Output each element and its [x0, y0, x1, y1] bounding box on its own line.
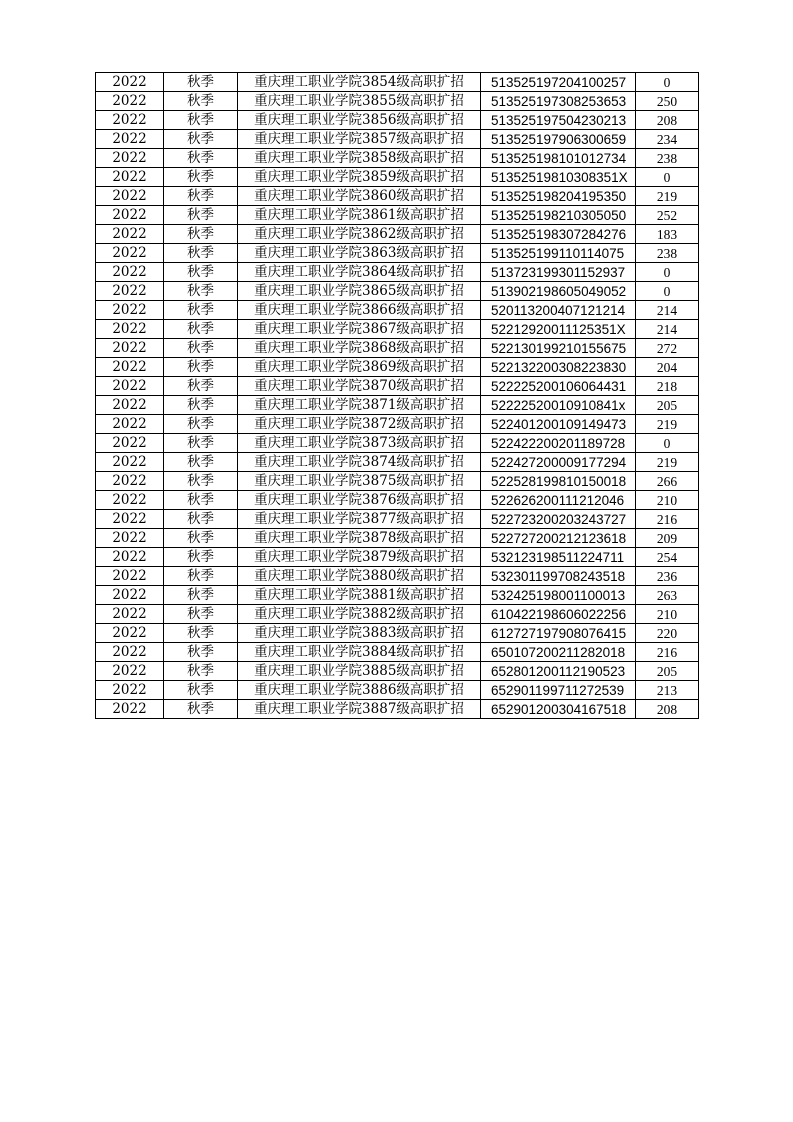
year-cell: 2022 — [96, 320, 164, 339]
id-number-cell: 522723200203243727 — [481, 510, 636, 529]
year-cell: 2022 — [96, 377, 164, 396]
class-name-cell: 重庆理工职业学院3879级高职扩招 — [238, 548, 481, 567]
score-cell: 252 — [636, 206, 699, 225]
year-cell: 2022 — [96, 339, 164, 358]
year-cell: 2022 — [96, 472, 164, 491]
table-row — [96, 282, 699, 301]
table-row — [96, 662, 699, 681]
season-cell: 秋季 — [164, 643, 238, 662]
season-cell: 秋季 — [164, 396, 238, 415]
table-row — [96, 434, 699, 453]
records-table — [95, 72, 699, 719]
year-cell: 2022 — [96, 643, 164, 662]
table-row — [96, 548, 699, 567]
year-cell: 2022 — [96, 130, 164, 149]
class-name-cell: 重庆理工职业学院3874级高职扩招 — [238, 453, 481, 472]
table-row — [96, 453, 699, 472]
season-cell: 秋季 — [164, 358, 238, 377]
id-number-cell: 612727197908076415 — [481, 624, 636, 643]
season-cell: 秋季 — [164, 491, 238, 510]
score-cell: 183 — [636, 225, 699, 244]
id-number-cell: 522427200009177294 — [481, 453, 636, 472]
score-cell: 210 — [636, 491, 699, 510]
score-cell: 220 — [636, 624, 699, 643]
class-name-cell: 重庆理工职业学院3873级高职扩招 — [238, 434, 481, 453]
id-number-cell: 520113200407121214 — [481, 301, 636, 320]
table-row — [96, 586, 699, 605]
table-row — [96, 415, 699, 434]
season-cell: 秋季 — [164, 339, 238, 358]
id-number-cell: 532123198511224711 — [481, 548, 636, 567]
class-name-cell: 重庆理工职业学院3887级高职扩招 — [238, 700, 481, 719]
year-cell: 2022 — [96, 605, 164, 624]
table-row — [96, 301, 699, 320]
score-cell: 204 — [636, 358, 699, 377]
class-name-cell: 重庆理工职业学院3868级高职扩招 — [238, 339, 481, 358]
id-number-cell: 522727200212123618 — [481, 529, 636, 548]
table-row — [96, 149, 699, 168]
season-cell: 秋季 — [164, 244, 238, 263]
id-number-cell: 652901199711272539 — [481, 681, 636, 700]
score-cell: 210 — [636, 605, 699, 624]
score-cell: 0 — [636, 434, 699, 453]
class-name-cell: 重庆理工职业学院3857级高职扩招 — [238, 130, 481, 149]
id-number-cell: 513525198307284276 — [481, 225, 636, 244]
season-cell: 秋季 — [164, 529, 238, 548]
id-number-cell: 522225200106064431 — [481, 377, 636, 396]
year-cell: 2022 — [96, 453, 164, 472]
table-row — [96, 206, 699, 225]
score-cell: 0 — [636, 168, 699, 187]
season-cell: 秋季 — [164, 434, 238, 453]
class-name-cell: 重庆理工职业学院3870级高职扩招 — [238, 377, 481, 396]
year-cell: 2022 — [96, 586, 164, 605]
table-row — [96, 339, 699, 358]
season-cell: 秋季 — [164, 168, 238, 187]
id-number-cell: 610422198606022256 — [481, 605, 636, 624]
table-row — [96, 396, 699, 415]
score-cell: 236 — [636, 567, 699, 586]
class-name-cell: 重庆理工职业学院3877级高职扩招 — [238, 510, 481, 529]
season-cell: 秋季 — [164, 301, 238, 320]
id-number-cell: 513902198605049052 — [481, 282, 636, 301]
score-cell: 208 — [636, 111, 699, 130]
season-cell: 秋季 — [164, 111, 238, 130]
table-row — [96, 111, 699, 130]
season-cell: 秋季 — [164, 320, 238, 339]
score-cell: 205 — [636, 662, 699, 681]
score-cell: 216 — [636, 510, 699, 529]
score-cell: 0 — [636, 282, 699, 301]
class-name-cell: 重庆理工职业学院3864级高职扩招 — [238, 263, 481, 282]
table-row — [96, 681, 699, 700]
score-cell: 216 — [636, 643, 699, 662]
year-cell: 2022 — [96, 700, 164, 719]
season-cell: 秋季 — [164, 415, 238, 434]
year-cell: 2022 — [96, 396, 164, 415]
class-name-cell: 重庆理工职业学院3886级高职扩招 — [238, 681, 481, 700]
year-cell: 2022 — [96, 92, 164, 111]
score-cell: 205 — [636, 396, 699, 415]
id-number-cell: 513525198204195350 — [481, 187, 636, 206]
score-cell: 263 — [636, 586, 699, 605]
table-row — [96, 225, 699, 244]
year-cell: 2022 — [96, 263, 164, 282]
score-cell: 250 — [636, 92, 699, 111]
year-cell: 2022 — [96, 73, 164, 92]
score-cell: 234 — [636, 130, 699, 149]
season-cell: 秋季 — [164, 472, 238, 491]
id-number-cell: 652801200112190523 — [481, 662, 636, 681]
year-cell: 2022 — [96, 567, 164, 586]
score-cell: 213 — [636, 681, 699, 700]
class-name-cell: 重庆理工职业学院3872级高职扩招 — [238, 415, 481, 434]
table-row — [96, 624, 699, 643]
season-cell: 秋季 — [164, 548, 238, 567]
season-cell: 秋季 — [164, 662, 238, 681]
year-cell: 2022 — [96, 244, 164, 263]
id-number-cell: 650107200211282018 — [481, 643, 636, 662]
score-cell: 219 — [636, 415, 699, 434]
class-name-cell: 重庆理工职业学院3858级高职扩招 — [238, 149, 481, 168]
year-cell: 2022 — [96, 301, 164, 320]
records-table-body — [96, 73, 699, 719]
score-cell: 214 — [636, 301, 699, 320]
season-cell: 秋季 — [164, 453, 238, 472]
table-row — [96, 263, 699, 282]
year-cell: 2022 — [96, 187, 164, 206]
season-cell: 秋季 — [164, 263, 238, 282]
year-cell: 2022 — [96, 111, 164, 130]
season-cell: 秋季 — [164, 73, 238, 92]
score-cell: 238 — [636, 244, 699, 263]
class-name-cell: 重庆理工职业学院3878级高职扩招 — [238, 529, 481, 548]
table-row — [96, 92, 699, 111]
class-name-cell: 重庆理工职业学院3875级高职扩招 — [238, 472, 481, 491]
id-number-cell: 513525198210305050 — [481, 206, 636, 225]
class-name-cell: 重庆理工职业学院3871级高职扩招 — [238, 396, 481, 415]
table-row — [96, 472, 699, 491]
year-cell: 2022 — [96, 415, 164, 434]
id-number-cell: 522528199810150018 — [481, 472, 636, 491]
season-cell: 秋季 — [164, 586, 238, 605]
year-cell: 2022 — [96, 681, 164, 700]
season-cell: 秋季 — [164, 510, 238, 529]
year-cell: 2022 — [96, 149, 164, 168]
table-row — [96, 643, 699, 662]
year-cell: 2022 — [96, 282, 164, 301]
table-row — [96, 168, 699, 187]
id-number-cell: 522130199210155675 — [481, 339, 636, 358]
id-number-cell: 522422200201189728 — [481, 434, 636, 453]
score-cell: 266 — [636, 472, 699, 491]
year-cell: 2022 — [96, 529, 164, 548]
id-number-cell: 513723199301152937 — [481, 263, 636, 282]
season-cell: 秋季 — [164, 567, 238, 586]
season-cell: 秋季 — [164, 377, 238, 396]
season-cell: 秋季 — [164, 282, 238, 301]
score-cell: 272 — [636, 339, 699, 358]
season-cell: 秋季 — [164, 206, 238, 225]
class-name-cell: 重庆理工职业学院3869级高职扩招 — [238, 358, 481, 377]
score-cell: 219 — [636, 187, 699, 206]
table-row — [96, 605, 699, 624]
id-number-cell: 52222520010910841x — [481, 396, 636, 415]
year-cell: 2022 — [96, 434, 164, 453]
id-number-cell: 532425198001100013 — [481, 586, 636, 605]
year-cell: 2022 — [96, 358, 164, 377]
class-name-cell: 重庆理工职业学院3859级高职扩招 — [238, 168, 481, 187]
season-cell: 秋季 — [164, 149, 238, 168]
class-name-cell: 重庆理工职业学院3861级高职扩招 — [238, 206, 481, 225]
class-name-cell: 重庆理工职业学院3876级高职扩招 — [238, 491, 481, 510]
id-number-cell: 513525197906300659 — [481, 130, 636, 149]
year-cell: 2022 — [96, 168, 164, 187]
id-number-cell: 522401200109149473 — [481, 415, 636, 434]
year-cell: 2022 — [96, 662, 164, 681]
class-name-cell: 重庆理工职业学院3884级高职扩招 — [238, 643, 481, 662]
score-cell: 238 — [636, 149, 699, 168]
id-number-cell: 522626200111212046 — [481, 491, 636, 510]
class-name-cell: 重庆理工职业学院3885级高职扩招 — [238, 662, 481, 681]
year-cell: 2022 — [96, 548, 164, 567]
class-name-cell: 重庆理工职业学院3862级高职扩招 — [238, 225, 481, 244]
id-number-cell: 513525197504230213 — [481, 111, 636, 130]
class-name-cell: 重庆理工职业学院3867级高职扩招 — [238, 320, 481, 339]
season-cell: 秋季 — [164, 700, 238, 719]
table-row — [96, 130, 699, 149]
table-row — [96, 510, 699, 529]
table-row — [96, 567, 699, 586]
class-name-cell: 重庆理工职业学院3865级高职扩招 — [238, 282, 481, 301]
class-name-cell: 重庆理工职业学院3883级高职扩招 — [238, 624, 481, 643]
score-cell: 208 — [636, 700, 699, 719]
table-row — [96, 700, 699, 719]
season-cell: 秋季 — [164, 225, 238, 244]
class-name-cell: 重庆理工职业学院3860级高职扩招 — [238, 187, 481, 206]
table-row — [96, 377, 699, 396]
id-number-cell: 513525198101012734 — [481, 149, 636, 168]
year-cell: 2022 — [96, 491, 164, 510]
year-cell: 2022 — [96, 225, 164, 244]
id-number-cell: 513525197308253653 — [481, 92, 636, 111]
table-row — [96, 187, 699, 206]
score-cell: 0 — [636, 73, 699, 92]
id-number-cell: 522132200308223830 — [481, 358, 636, 377]
season-cell: 秋季 — [164, 130, 238, 149]
score-cell: 214 — [636, 320, 699, 339]
season-cell: 秋季 — [164, 605, 238, 624]
season-cell: 秋季 — [164, 681, 238, 700]
class-name-cell: 重庆理工职业学院3854级高职扩招 — [238, 73, 481, 92]
year-cell: 2022 — [96, 206, 164, 225]
score-cell: 219 — [636, 453, 699, 472]
table-row — [96, 320, 699, 339]
score-cell: 209 — [636, 529, 699, 548]
id-number-cell: 51352519810308351X — [481, 168, 636, 187]
table-row — [96, 529, 699, 548]
score-cell: 218 — [636, 377, 699, 396]
table-row — [96, 358, 699, 377]
id-number-cell: 513525197204100257 — [481, 73, 636, 92]
class-name-cell: 重庆理工职业学院3866级高职扩招 — [238, 301, 481, 320]
class-name-cell: 重庆理工职业学院3855级高职扩招 — [238, 92, 481, 111]
id-number-cell: 52212920011125351X — [481, 320, 636, 339]
season-cell: 秋季 — [164, 92, 238, 111]
id-number-cell: 513525199110114075 — [481, 244, 636, 263]
class-name-cell: 重庆理工职业学院3882级高职扩招 — [238, 605, 481, 624]
year-cell: 2022 — [96, 624, 164, 643]
year-cell: 2022 — [96, 510, 164, 529]
id-number-cell: 532301199708243518 — [481, 567, 636, 586]
score-cell: 254 — [636, 548, 699, 567]
class-name-cell: 重庆理工职业学院3863级高职扩招 — [238, 244, 481, 263]
id-number-cell: 652901200304167518 — [481, 700, 636, 719]
season-cell: 秋季 — [164, 624, 238, 643]
score-cell: 0 — [636, 263, 699, 282]
season-cell: 秋季 — [164, 187, 238, 206]
class-name-cell: 重庆理工职业学院3856级高职扩招 — [238, 111, 481, 130]
table-row — [96, 73, 699, 92]
table-row — [96, 244, 699, 263]
class-name-cell: 重庆理工职业学院3881级高职扩招 — [238, 586, 481, 605]
table-row — [96, 491, 699, 510]
class-name-cell: 重庆理工职业学院3880级高职扩招 — [238, 567, 481, 586]
